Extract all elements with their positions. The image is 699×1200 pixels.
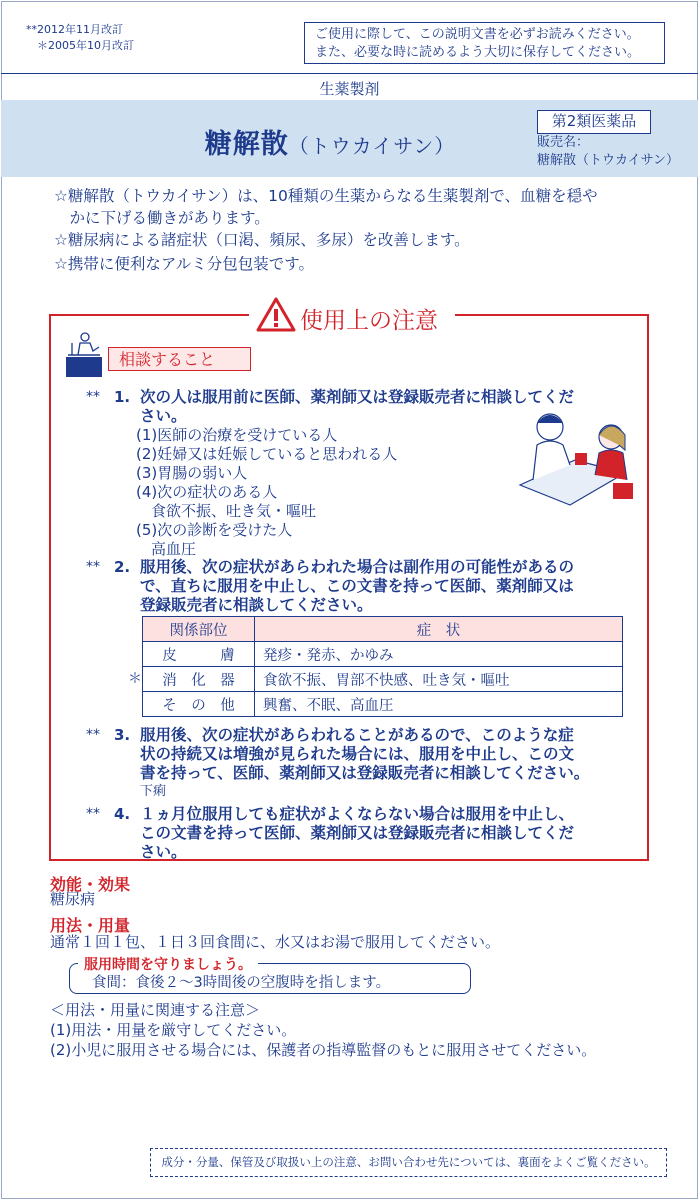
table-cell-part: 皮 膚 [143, 642, 255, 667]
item-line: 服用後、次の症状があらわれた場合は副作用の可能性があるの [140, 558, 575, 576]
sub-item: 高血圧 [136, 540, 197, 558]
table-row [143, 692, 623, 717]
item-line: １ヵ月位服用しても症状がよくならない場合は服用を中止し、 [140, 805, 575, 823]
sub-item: (5)次の診断を受けた人 [136, 521, 293, 539]
revision-mark: ** [86, 559, 100, 575]
consultation-illustration [515, 405, 635, 510]
item-line: 次の人は服用前に医師、薬剤師又は登録販売者に相談してくだ [140, 388, 575, 406]
revision-mark: ** [86, 806, 100, 822]
table-cell-part: そ の 他 [143, 692, 255, 717]
consult-item-3 [140, 726, 589, 783]
item-number: 2. [114, 558, 131, 576]
item-line: さい。 [140, 407, 187, 425]
item-number: 4. [114, 805, 131, 823]
seller-label: 販売名： [537, 135, 590, 150]
row-revision-mark: ＊ [128, 671, 142, 687]
feature-text: ☆糖解散（トウカイサン）は、10種類の生薬からなる生薬製剤で、血糖を穏や [54, 187, 598, 205]
footer-note: 成分・分量、保管及び取扱い上の注意、お問い合わせ先については、裏面をよくご覧ください。 [150, 1148, 667, 1177]
sub-item: (3)胃腸の弱い人 [136, 464, 248, 482]
dosage-heading: 用法・用量 [50, 916, 131, 935]
table-cell-symptom: 興奮、不眠、高血圧 [255, 692, 623, 717]
table-row [143, 642, 623, 667]
timing-label: 服用時間を守りましょう。 [78, 954, 258, 974]
item-line: 書を持って、医師、薬剤師又は登録販売者に相談してください。 [140, 764, 590, 782]
dosage-text: 通常１回１包、１日３回食間に、水又はお湯で服用してください。 [50, 933, 501, 951]
feature-item: ☆携帯に便利なアルミ分包包装です。 [54, 255, 315, 273]
dosage-notes-title: ＜用法・用量に関連する注意＞ [50, 1001, 261, 1019]
warning-icon [256, 297, 296, 332]
consult-item-2 [140, 558, 574, 615]
item-line: で、直ちに服用を中止し、この文書を持って医師、薬剤師又は [140, 577, 574, 595]
category-label: 生薬製剤 [319, 80, 380, 98]
feature-item: ☆糖尿病による諸症状（口渇、頻尿、多尿）を改善します。 [54, 231, 470, 249]
table-cell-symptom: 発疹・発赤、かゆみ [255, 642, 623, 667]
caution-title: 使用上の注意 [300, 308, 438, 334]
item-1-sublist [136, 426, 397, 559]
table-row [143, 667, 623, 692]
notice-line-1: ご使用に際して、この説明文書を必ずお読みください。 [315, 27, 640, 42]
revision-line-2: ＊2005年10月改訂 [37, 39, 134, 52]
dosage-note-item: (1)用法・用量を厳守してください。 [50, 1021, 297, 1039]
item-line: 状の持続又は増強が見られた場合には、服用を中止し、この文 [140, 745, 575, 763]
timing-text: 食間：食後２～3時間後の空腹時を指します。 [92, 975, 391, 991]
item-3-symptom: 下痢 [140, 784, 167, 799]
efficacy-heading: 効能・効果 [50, 875, 131, 894]
table-header-cell: 症 状 [255, 617, 623, 642]
item-line: 登録販売者に相談してください。 [140, 596, 373, 614]
divider-top [1, 73, 698, 74]
feature-item [54, 185, 598, 229]
sub-item: (1)医師の治療を受けている人 [136, 426, 338, 444]
consult-item-4 [140, 805, 574, 862]
product-title [110, 122, 550, 161]
table-cell-part: 消 化 器 [143, 667, 255, 692]
revision-line-1: **2012年11月改訂 [26, 23, 123, 36]
consult-person-icon [66, 329, 106, 379]
dosage-note-item: (2)小児に服用させる場合には、保護者の指導監督のもとに服用させてください。 [50, 1041, 597, 1059]
efficacy-text: 糖尿病 [50, 890, 96, 908]
sub-item: 食欲不振、吐き気・嘔吐 [136, 502, 317, 520]
table-header-cell: 関係部位 [143, 617, 255, 642]
seller-name-block [537, 134, 679, 170]
revision-mark: ** [86, 389, 100, 405]
product-reading: （トウカイサン） [288, 134, 456, 158]
item-line: 服用後、次の症状があらわれることがあるので、このような症 [140, 726, 574, 744]
read-notice-box [304, 22, 665, 64]
item-number: 1. [114, 388, 131, 406]
sub-item: (4)次の症状のある人 [136, 483, 278, 501]
product-name: 糖解散 [204, 129, 289, 160]
side-effect-table [142, 616, 623, 717]
feature-text: かに下げる働きがあります。 [54, 209, 270, 227]
consult-section-label: 相談すること [108, 347, 251, 371]
item-line: さい。 [140, 843, 187, 861]
item-number: 3. [114, 726, 131, 744]
seller-name: 糖解散（トウカイサン） [537, 153, 679, 168]
sub-item: (2)妊婦又は妊娠していると思われる人 [136, 445, 398, 463]
notice-line-2: また、必要な時に読めるよう大切に保存してください。 [315, 45, 641, 60]
drug-class-badge: 第2類医薬品 [537, 110, 651, 134]
table-cell-symptom: 食欲不振、胃部不快感、吐き気・嘔吐 [255, 667, 623, 692]
item-line: この文書を持って医師、薬剤師又は登録販売者に相談してくだ [140, 824, 575, 842]
revision-mark: ** [86, 727, 100, 743]
table-header-row [143, 617, 623, 642]
consult-item-1 [140, 388, 574, 426]
